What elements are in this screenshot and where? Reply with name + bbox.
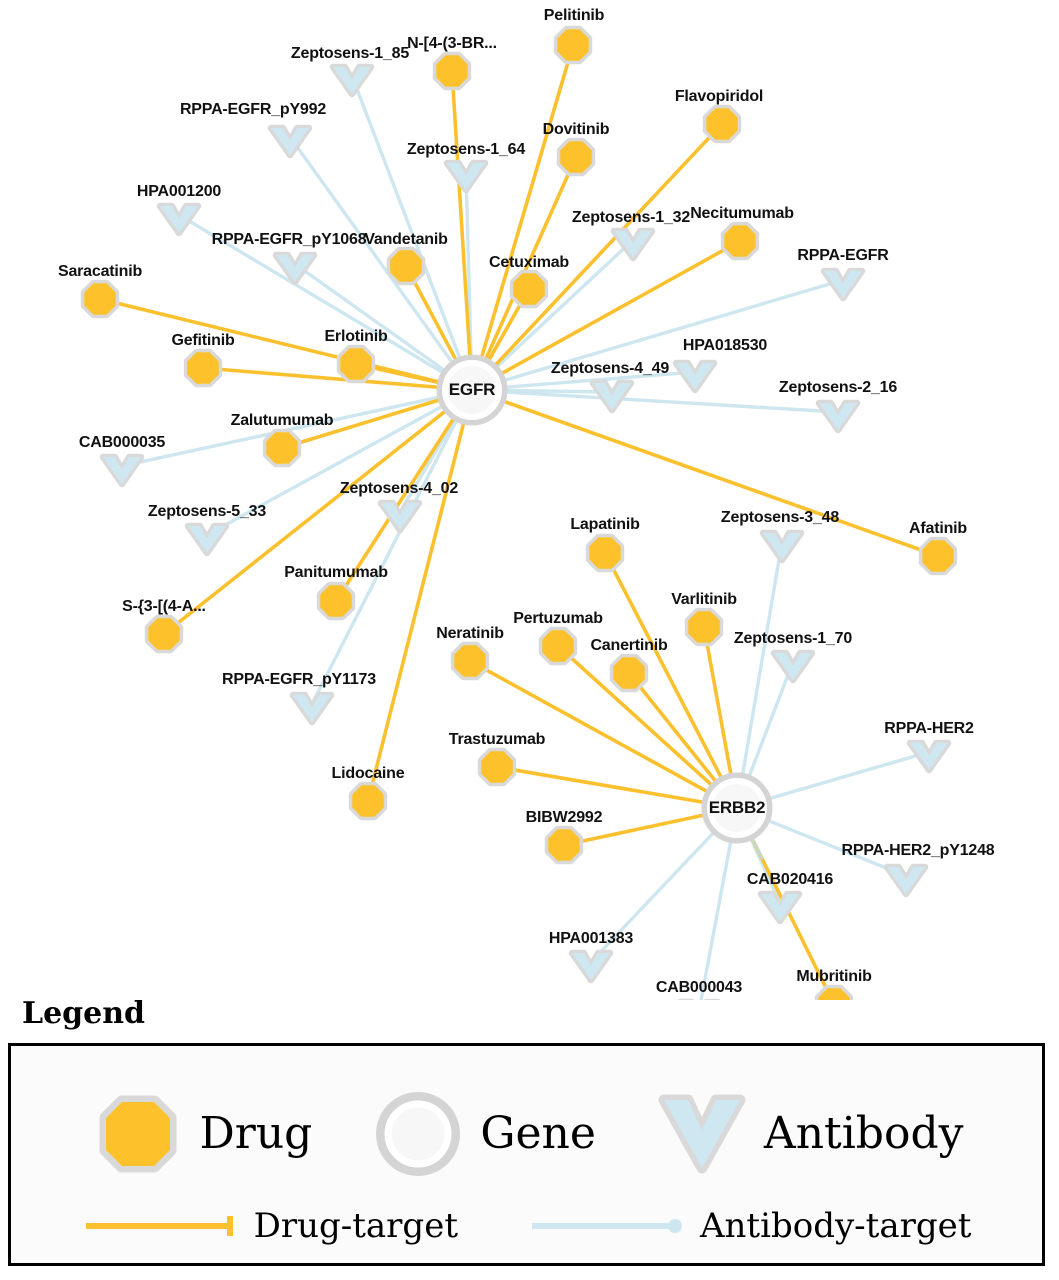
- drug-node-label: Dovitinib: [542, 121, 610, 138]
- legend-item-gene: [370, 1086, 596, 1182]
- drug-node[interactable]: [513, 273, 544, 304]
- drug-node[interactable]: [390, 250, 421, 281]
- drug-node-label: Vandetanib: [364, 231, 448, 248]
- drug-node-label: Zalutumumab: [230, 412, 334, 429]
- legend-edge-row: [11, 1206, 1042, 1246]
- antibody-node-label: Zeptosens-4_49: [550, 360, 670, 377]
- antibody-node-label: HPA001383: [548, 930, 634, 947]
- legend-item-antibody-target: [528, 1206, 971, 1246]
- antibody-node-label: RPPA-EGFR_pY992: [179, 101, 327, 118]
- drug-node-label: Varlitinib: [671, 591, 737, 608]
- gene-node-label: EGFR: [448, 380, 496, 399]
- drug-node-label: Gefitinib: [171, 332, 235, 349]
- drug-node-label: Panitumumab: [284, 564, 388, 581]
- antibody-node-label: RPPA-EGFR_pY1068: [211, 231, 367, 248]
- gene-node-label: ERBB2: [708, 798, 766, 817]
- drug-node-label: Canertinib: [590, 637, 668, 654]
- drug-node-label: BIBW2992: [525, 809, 603, 826]
- graph-edge: [312, 390, 472, 704]
- drug-node[interactable]: [436, 55, 467, 86]
- drug-node[interactable]: [352, 785, 383, 816]
- graph-edge: [472, 390, 938, 556]
- antibody-node-label: HPA001200: [136, 183, 222, 200]
- antibody-node-label: RPPA-HER2_pY1248: [841, 842, 995, 859]
- legend-node-row: [11, 1086, 1042, 1182]
- antibody-node-label: Zeptosens-1_85: [290, 45, 410, 62]
- drug-node-label: Lapatinib: [570, 516, 640, 533]
- antibody-node-label: Zeptosens-1_70: [733, 630, 853, 647]
- drug-node[interactable]: [922, 540, 953, 571]
- drug-node-label: Necitumumab: [690, 205, 794, 222]
- antibody-node-label: CAB000043: [655, 979, 743, 996]
- drug-node[interactable]: [187, 352, 218, 383]
- antibody-node-label: Zeptosens-1_64: [406, 141, 526, 158]
- legend-label-antibody: Antibody: [763, 1108, 964, 1159]
- drug-node-label: Afatinib: [909, 520, 967, 537]
- drug-node-label: Pelitinib: [543, 7, 605, 24]
- drug-node-label: S-{3-[(4-A...: [122, 598, 206, 615]
- drug-node[interactable]: [148, 618, 179, 649]
- drug-node[interactable]: [560, 141, 591, 172]
- drug-node[interactable]: [688, 611, 719, 642]
- legend-label-gene: Gene: [480, 1108, 596, 1159]
- drug-node-label: Mubritinib: [796, 968, 872, 985]
- antibody-node-label: Zeptosens-1_32: [571, 209, 691, 226]
- drug-node[interactable]: [481, 751, 512, 782]
- antibody-node-label: Zeptosens-4_02: [339, 480, 459, 497]
- drug-node-label: Erlotinib: [324, 328, 388, 345]
- drug-node-label: N-[4-(3-BR...: [407, 35, 497, 52]
- drug-node-label: Saracatinib: [57, 263, 143, 280]
- legend-label-antibody-target: Antibody-target: [699, 1206, 972, 1246]
- antibody-node-label: Zeptosens-3_48: [720, 509, 840, 526]
- drug-node-label: Pertuzumab: [513, 610, 603, 627]
- drug-node[interactable]: [266, 432, 297, 463]
- drug-node[interactable]: [589, 537, 620, 568]
- drug-node-label: Flavopiridol: [674, 88, 764, 105]
- legend-item-drug-target: [82, 1206, 458, 1246]
- drug-node[interactable]: [542, 630, 573, 661]
- drug-node-label: Neratinib: [436, 625, 504, 642]
- drug-node[interactable]: [706, 108, 737, 139]
- antibody-node-label: CAB000035: [78, 434, 166, 451]
- legend-item-drug: [90, 1086, 313, 1182]
- drug-node[interactable]: [340, 348, 371, 379]
- legend-label-drug-target: Drug-target: [253, 1206, 458, 1246]
- drug-node[interactable]: [613, 657, 644, 688]
- drug-node[interactable]: [454, 645, 485, 676]
- antibody-edge-icon: [528, 1212, 688, 1240]
- drug-node-label: Lidocaine: [331, 765, 405, 782]
- drug-node-label: Cetuximab: [489, 254, 569, 271]
- drug-node-label: Trastuzumab: [448, 731, 546, 748]
- legend-title: Legend: [22, 996, 146, 1031]
- antibody-node-label: HPA018530: [682, 337, 768, 354]
- antibody-icon: [654, 1086, 750, 1182]
- drug-icon: [90, 1086, 186, 1182]
- antibody-node-label: RPPA-HER2: [884, 720, 974, 737]
- gene-icon: [370, 1086, 466, 1182]
- antibody-node-label: RPPA-EGFR_pY1173: [222, 671, 376, 688]
- antibody-node-label: RPPA-EGFR: [797, 247, 889, 264]
- drug-edge-icon: [82, 1212, 242, 1240]
- drug-node[interactable]: [548, 829, 579, 860]
- drug-node[interactable]: [724, 225, 755, 256]
- legend-label-drug: Drug: [199, 1108, 313, 1159]
- antibody-node-label: CAB020416: [746, 871, 834, 888]
- legend-item-antibody: [654, 1086, 964, 1182]
- drug-node[interactable]: [84, 283, 115, 314]
- drug-node[interactable]: [320, 585, 351, 616]
- drug-node[interactable]: [557, 29, 588, 60]
- antibody-node-label: Zeptosens-5_33: [147, 503, 267, 520]
- legend-box: [8, 1043, 1045, 1266]
- graph-edge: [737, 542, 782, 808]
- antibody-node-label: Zeptosens-2_16: [778, 379, 898, 396]
